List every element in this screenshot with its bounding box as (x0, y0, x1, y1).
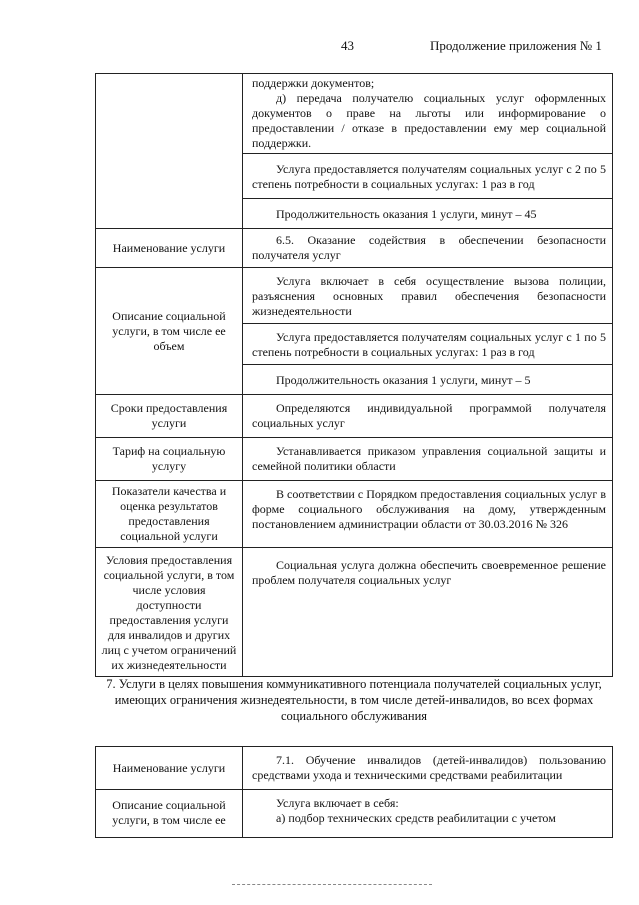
scan-footer-mark (232, 884, 432, 887)
cell-text: д) передача получателю социальных услуг оформленных документов о праве на льготы или информирование о предоставлении / отказе в предоставлении ему мер социальной поддержки. (252, 91, 606, 150)
cell-text: 6.5. Оказание содействия в обеспечении безопасности получателя услуг (252, 233, 606, 262)
table-row (96, 438, 613, 481)
table-row (96, 481, 613, 548)
table-cell (243, 481, 613, 548)
cell-text: Услуга включает в себя осуществление вызова полиции, разъяснения основных правил обеспечения безопасности жизнедеятельности (252, 274, 606, 318)
table-row (96, 268, 613, 324)
table-row (96, 548, 613, 677)
continuation-label: Продолжение приложения № 1 (430, 38, 602, 53)
cell-text: Социальная услуга должна обеспечить своевременное решение проблем получателя социальных услуг (252, 558, 606, 587)
table-row (96, 747, 613, 790)
cell-text: Услуга предоставляется получателям социальных услуг с 2 по 5 степень потребности в социальных услугах: 1 раз в год (252, 162, 606, 191)
page-number: 43 (341, 38, 354, 53)
row-label: Тариф на социальную услугу (96, 438, 243, 481)
table-cell (243, 395, 613, 438)
cell-text: Услуга включает в себя: (276, 796, 399, 810)
row-label: Условия предоставления социальной услуги, в том числе условия доступности предоставления услуги для инвалидов и других лиц с учетом ограничений их жизнедеятельности (96, 548, 243, 677)
row-label: Наименование услуги (96, 229, 243, 268)
table-cell (243, 324, 613, 365)
cell-text: 7.1. Обучение инвалидов (детей-инвалидов) пользованию средствами ухода и техническими средствами реабилитации (252, 753, 606, 782)
row-label: Описание социальной услуги, в том числе ее объем (96, 268, 243, 395)
cell-text: Продолжительность оказания 1 услуги, минут – 45 (276, 207, 537, 221)
cell-text: В соответствии с Порядком предоставления социальных услуг в форме социального обслуживания на дому, утвержденным постановлением администрации области от 30.03.2016 № 326 (252, 487, 606, 531)
cell-text: Услуга предоставляется получателям социальных услуг с 1 по 5 степень потребности в социальных услугах: 1 раз в год (252, 330, 606, 359)
cell-text: Определяются индивидуальной программой получателя социальных услуг (252, 401, 606, 430)
table-cell (243, 747, 613, 790)
table-cell (243, 548, 613, 677)
row-label: Наименование услуги (96, 747, 243, 790)
table-row (96, 229, 613, 268)
table-cell (243, 199, 613, 229)
cell-text: Продолжительность оказания 1 услуги, минут – 5 (276, 373, 531, 387)
services-table-6 (95, 73, 613, 677)
table-row (96, 74, 613, 154)
section-7-heading: 7. Услуги в целях повышения коммуникативного потенциала получателей социальных услуг, имеющих ограничения жизнедеятельности, в том числе детей-инвалидов, во всех формах социального обслуживания (106, 677, 602, 723)
table-cell (243, 790, 613, 838)
table-cell-empty (96, 74, 243, 229)
table-cell (243, 154, 613, 199)
cell-text: а) подбор технических средств реабилитации с учетом (276, 811, 556, 825)
row-label: Сроки предоставления услуги (96, 395, 243, 438)
cell-text: поддержки документов; (252, 76, 375, 90)
table-cell (243, 438, 613, 481)
row-label: Показатели качества и оценка результатов предоставления социальной услуги (96, 481, 243, 548)
table-row (96, 790, 613, 838)
services-table-7 (95, 746, 613, 838)
table-cell (243, 74, 613, 154)
table-cell (243, 268, 613, 324)
table-cell (243, 365, 613, 395)
cell-text: Устанавливается приказом управления социальной защиты и семейной политики области (252, 444, 606, 473)
row-label: Описание социальной услуги, в том числе ее (96, 790, 243, 838)
table-row (96, 395, 613, 438)
table-cell (243, 229, 613, 268)
